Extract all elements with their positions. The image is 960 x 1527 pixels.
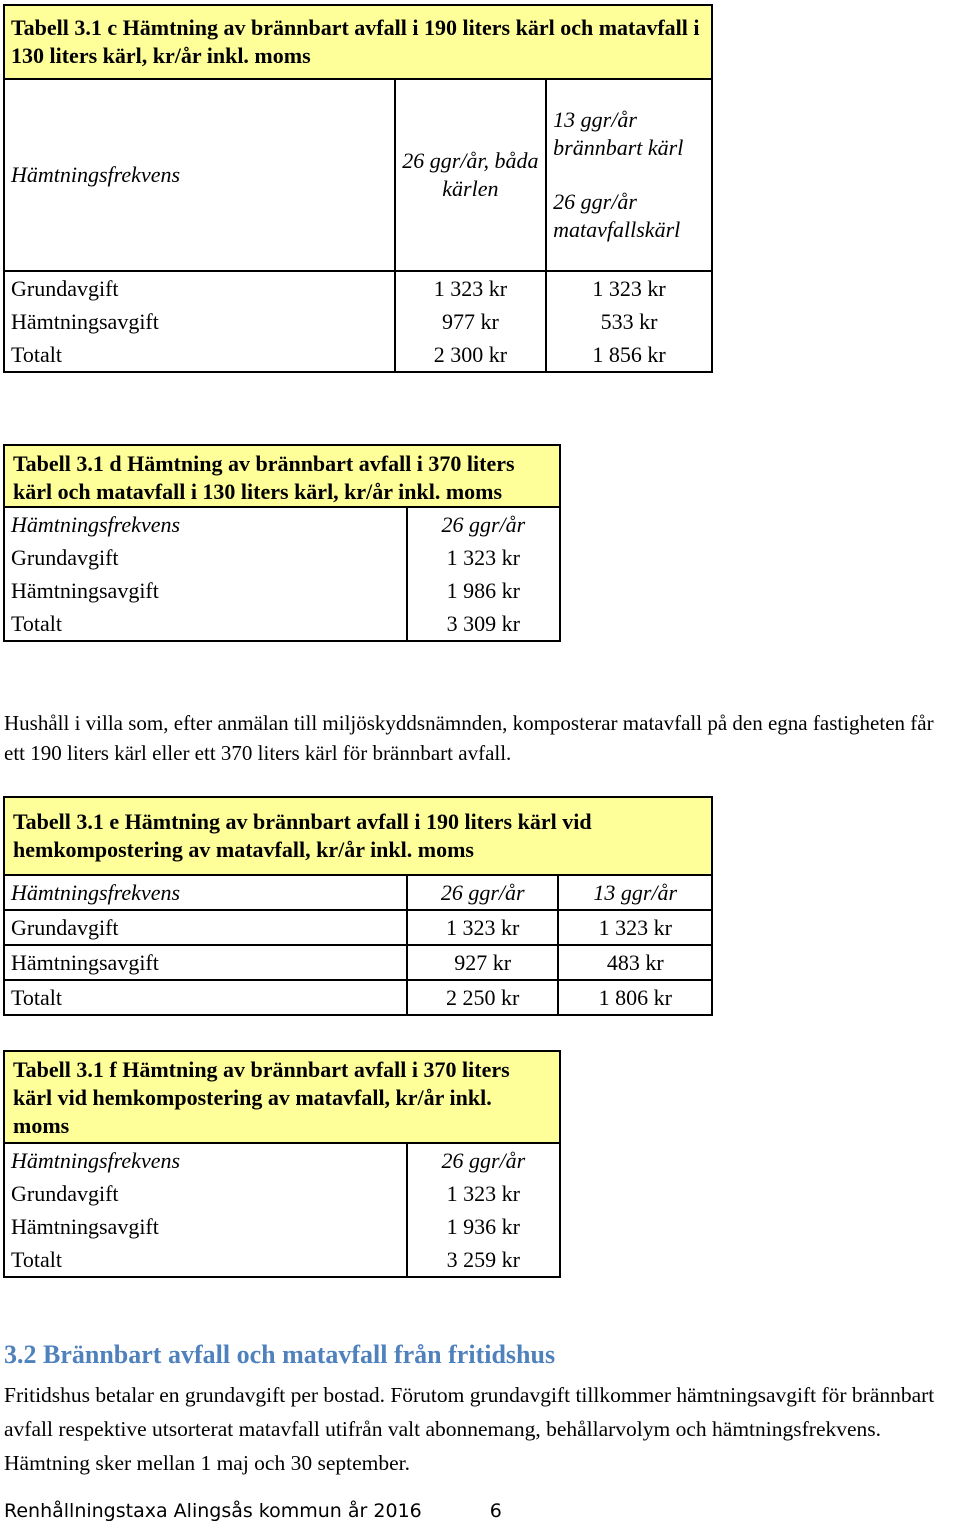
table-f-row-label: Hämtningsavgift xyxy=(4,1210,407,1243)
table-f-caption: Tabell 3.1 f Hämtning av brännbart avfall i 370 liters kärl vid hemkompostering av matavfall, kr/år inkl. moms xyxy=(4,1051,560,1143)
table-d-cell: 3 309 kr xyxy=(407,607,560,641)
table-e-row-label: Hämtningsavgift xyxy=(4,945,407,980)
table-e-header-label: Hämtningsfrekvens xyxy=(4,875,407,910)
table-c-cell: 1 856 kr xyxy=(546,338,712,372)
table-f-header-label: Hämtningsfrekvens xyxy=(4,1143,407,1177)
table-e-cell: 1 806 kr xyxy=(558,980,712,1015)
table-d-cell: 1 986 kr xyxy=(407,574,560,607)
table-c-cell: 1 323 kr xyxy=(546,271,712,305)
table-d-header-label: Hämtningsfrekvens xyxy=(4,507,407,541)
table-c-header-col2-brannbart: 13 ggr/år brännbart kärl xyxy=(553,107,684,160)
table-c-header-label: Hämtningsfrekvens xyxy=(4,79,395,271)
table-e-header-col1: 26 ggr/år xyxy=(407,875,559,910)
table-f xyxy=(3,1050,561,1278)
table-c-header-col2 xyxy=(546,79,712,271)
table-f-cell: 1 936 kr xyxy=(407,1210,560,1243)
table-c-row-label: Grundavgift xyxy=(4,271,395,305)
table-c-cell: 977 kr xyxy=(395,305,546,338)
table-f-cell: 1 323 kr xyxy=(407,1177,560,1210)
table-e-cell: 1 323 kr xyxy=(558,910,712,945)
table-c xyxy=(3,4,713,373)
table-d-cell: 1 323 kr xyxy=(407,541,560,574)
villa-paragraph: Hushåll i villa som, efter anmälan till miljöskyddsnämnden, komposterar matavfall på den egna fastigheten får ett 190 liters kärl eller ett 370 liters kärl för brännbart avfall. xyxy=(4,711,934,765)
table-e-cell: 1 323 kr xyxy=(407,910,559,945)
table-e-row-label: Grundavgift xyxy=(4,910,407,945)
table-d-row-label: Grundavgift xyxy=(4,541,407,574)
table-c-caption: Tabell 3.1 c Hämtning av brännbart avfall i 190 liters kärl och matavfall i 130 liters kärl, kr/år inkl. moms xyxy=(4,5,712,79)
table-e-header-col2: 13 ggr/år xyxy=(558,875,712,910)
table-e-cell: 483 kr xyxy=(558,945,712,980)
table-f-header-col1: 26 ggr/år xyxy=(407,1143,560,1177)
section-heading: 3.2 Brännbart avfall och matavfall från fritidshus xyxy=(4,1340,556,1369)
table-d-row-label: Totalt xyxy=(4,607,407,641)
table-c-row-label: Hämtningsavgift xyxy=(4,305,395,338)
page-footer xyxy=(4,1500,502,1522)
table-d-header-col1: 26 ggr/år xyxy=(407,507,560,541)
footer-title: Renhållningstaxa Alingsås kommun år 2016 xyxy=(4,1500,422,1522)
table-c-row-label: Totalt xyxy=(4,338,395,372)
table-c-cell: 1 323 kr xyxy=(395,271,546,305)
table-e-cell: 927 kr xyxy=(407,945,559,980)
table-e-cell: 2 250 kr xyxy=(407,980,559,1015)
table-f-row-label: Grundavgift xyxy=(4,1177,407,1210)
table-f-row-label: Totalt xyxy=(4,1243,407,1277)
table-e-row-label: Totalt xyxy=(4,980,407,1015)
table-c-header-col2-matavfall: 26 ggr/år matavfallskärl xyxy=(553,189,681,242)
section-body: Fritidshus betalar en grundavgift per bostad. Förutom grundavgift tillkommer hämtningsavgift för brännbart avfall respektive utsorterat matavfall utifrån valt abonnemang, behållarvolym och hämtningsfrekvens. Hämtning sker mellan 1 maj och 30 september. xyxy=(4,1383,935,1475)
table-d xyxy=(3,444,561,642)
table-e xyxy=(3,796,713,1016)
table-e-caption: Tabell 3.1 e Hämtning av brännbart avfall i 190 liters kärl vid hemkompostering av matavfall, kr/år inkl. moms xyxy=(4,797,712,875)
table-c-cell: 2 300 kr xyxy=(395,338,546,372)
page-number: 6 xyxy=(489,1500,502,1522)
table-c-header-col1: 26 ggr/år, båda kärlen xyxy=(395,79,546,271)
table-f-cell: 3 259 kr xyxy=(407,1243,560,1277)
table-d-row-label: Hämtningsavgift xyxy=(4,574,407,607)
table-d-caption: Tabell 3.1 d Hämtning av brännbart avfall i 370 liters kärl och matavfall i 130 liters kärl, kr/år inkl. moms xyxy=(4,445,560,507)
table-c-cell: 533 kr xyxy=(546,305,712,338)
